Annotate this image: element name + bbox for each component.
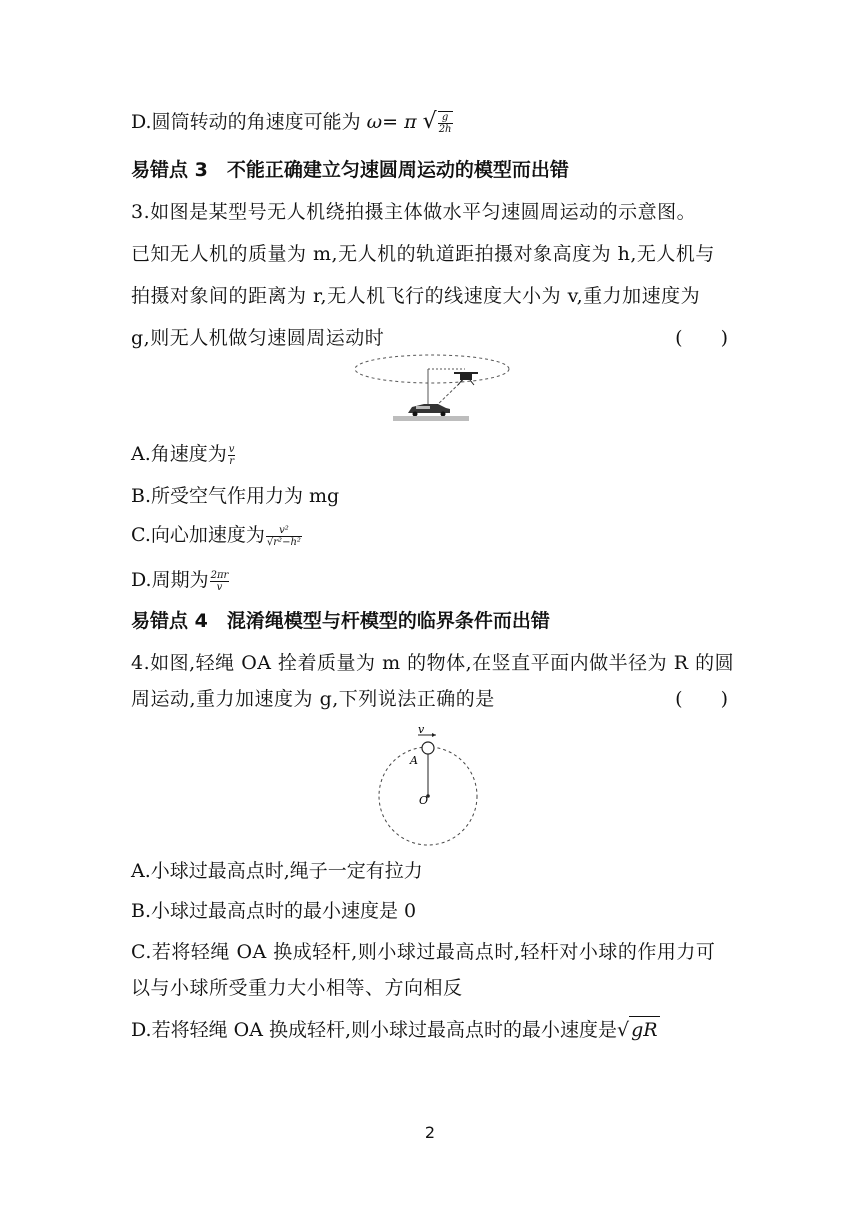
q3-stem-line-2: 已知无人机的质量为 m,无人机的轨道距拍摄对象高度为 h,无人机与 bbox=[131, 243, 715, 265]
label-o: O bbox=[419, 794, 429, 807]
sqrt-sign: √ bbox=[617, 1019, 630, 1041]
drone-orbit-figure bbox=[352, 352, 512, 424]
arrow-head-icon bbox=[432, 733, 436, 737]
sqrt-sign: √ bbox=[422, 109, 437, 134]
q3-answer-paren: ( ) bbox=[675, 327, 728, 349]
fraction-v-over-r: $\frac{v}{r}$ bbox=[228, 443, 235, 467]
q2-option-d bbox=[131, 109, 454, 135]
q4-option-a: A.小球过最高点时,绳子一定有拉力 bbox=[131, 860, 423, 882]
label-a: A bbox=[410, 754, 418, 767]
q3-option-a: A.角速度为 $\frac{v}{r}$ bbox=[131, 443, 235, 467]
fraction-centripetal: $\frac{\text{v²}}{\text{√r²−h²}}$ bbox=[266, 524, 301, 548]
q4-option-b: B.小球过最高点时的最小速度是 0 bbox=[131, 900, 417, 922]
label-v: v bbox=[418, 724, 425, 736]
q3-stem-line-1: 3.如图是某型号无人机绕拍摄主体做水平匀速圆周运动的示意图。 bbox=[131, 201, 697, 223]
q3-stem-line-3: 拍摄对象间的距离为 r,无人机飞行的线速度大小为 v,重力加速度为 bbox=[131, 285, 701, 307]
omega-expression: ω= π bbox=[366, 111, 417, 133]
sqrt-gR: gR bbox=[629, 1016, 659, 1043]
q3-option-c: C.向心加速度为 $\frac{\text{v²}}{\text{√r²−h²}}$ bbox=[131, 524, 301, 548]
q2-option-d-text: D.圆筒转动的角速度可能为 bbox=[131, 111, 361, 133]
q3-option-d: D.周期为 $\frac{2\pi r}{v}$ bbox=[131, 569, 229, 593]
q3-stem-line-4: g,则无人机做匀速圆周运动时 bbox=[131, 327, 385, 349]
q4-stem-line-1: 4.如图,轻绳 OA 拴着质量为 m 的物体,在竖直平面内做半径为 R 的圆 bbox=[131, 652, 735, 674]
q4-option-c-line-2: 以与小球所受重力大小相等、方向相反 bbox=[131, 977, 463, 999]
fraction-period: $\frac{2\pi r}{v}$ bbox=[210, 569, 229, 593]
sqrt-fraction: $\frac{g}{2h}$ bbox=[438, 112, 452, 135]
q3-option-b: B.所受空气作用力为 mg bbox=[131, 485, 340, 507]
q4-answer-paren: ( ) bbox=[675, 688, 728, 710]
section-heading-3: 易错点 3 不能正确建立匀速圆周运动的模型而出错 bbox=[131, 159, 569, 181]
vertical-circle-figure bbox=[374, 724, 484, 848]
q4-stem-line-2: 周运动,重力加速度为 g,下列说法正确的是 bbox=[131, 688, 495, 710]
q4-option-d: D.若将轻绳 OA 换成轻杆,则小球过最高点时的最小速度是√ gR bbox=[131, 1016, 660, 1043]
page-number: 2 bbox=[424, 1123, 436, 1142]
q4-option-c-line-1: C.若将轻绳 OA 换成轻杆,则小球过最高点时,轻杆对小球的作用力可 bbox=[131, 941, 716, 963]
ground-strip bbox=[393, 416, 469, 421]
drone-icon bbox=[454, 373, 478, 385]
ball-icon bbox=[422, 742, 434, 754]
car-icon bbox=[408, 404, 450, 417]
section-heading-4: 易错点 4 混淆绳模型与杆模型的临界条件而出错 bbox=[131, 610, 550, 632]
